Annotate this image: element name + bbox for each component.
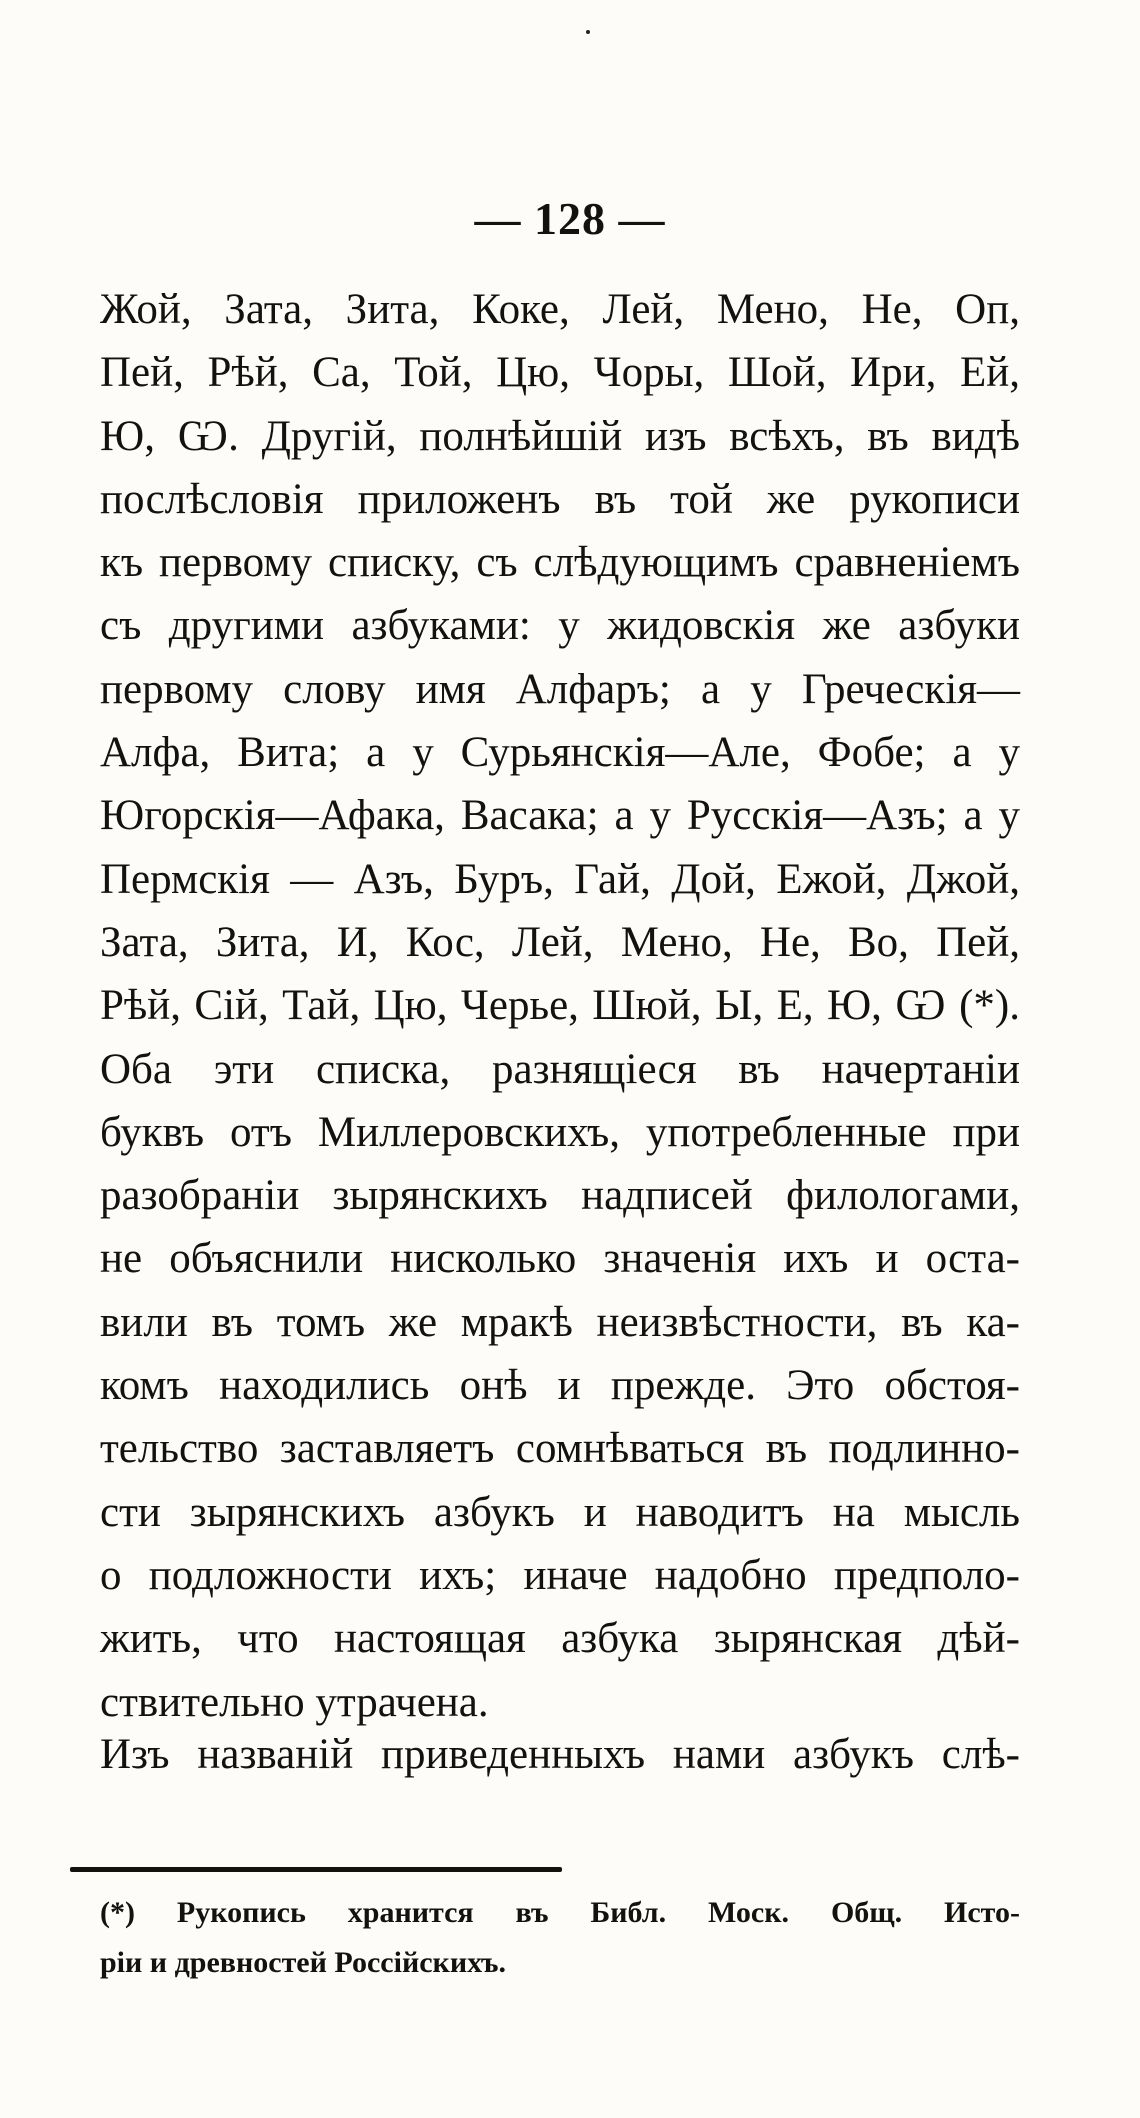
text-line: о подложности ихъ; иначе надобно предполо- bbox=[100, 1551, 1020, 1599]
text-line: жить, что настоящая азбука зырянская дѣй- bbox=[100, 1615, 1020, 1663]
text-line: Ю, Ѡ. Другій, полнѣйшій изъ всѣхъ, въ видѣ bbox=[100, 412, 1020, 460]
text-line: Пермскія — Азъ, Буръ, Гай, Дой, Ежой, Джой, bbox=[100, 855, 1020, 903]
text-line: Оба эти списка, разнящіеся въ начертаніи bbox=[100, 1045, 1020, 1093]
body-paragraph bbox=[100, 278, 1020, 1734]
text-line: Пей, Рѣй, Са, Той, Цю, Чоры, Шой, Ири, Ей, bbox=[100, 349, 1020, 397]
text-line: Жой, Зата, Зита, Коке, Лей, Мено, Не, Оп, bbox=[100, 286, 1020, 333]
text-line: съ другими азбуками: у жидовскія же азбуки bbox=[100, 602, 1020, 650]
text-line: разобраніи зырянскихъ надписей филологами, bbox=[100, 1172, 1020, 1220]
text-line: буквъ отъ Миллеровскихъ, употребленные при bbox=[100, 1108, 1020, 1156]
footnote-rule bbox=[70, 1867, 562, 1872]
text-line: первому слову имя Алфаръ; а у Греческія— bbox=[100, 665, 1020, 713]
print-speck bbox=[586, 30, 590, 34]
text-line: сти зырянскихъ азбукъ и наводитъ на мысль bbox=[100, 1488, 1020, 1536]
text-line: къ первому списку, съ слѣдующимъ сравненіемъ bbox=[100, 539, 1020, 587]
text-line: Югорскія—Афака, Васака; а у Русскія—Азъ; а у bbox=[100, 792, 1020, 840]
text-line: вили въ томъ же мракѣ неизвѣстности, въ ка- bbox=[100, 1298, 1020, 1346]
footnote-line: (*) Рукопись хранится въ Библ. Моск. Общ. Исто- bbox=[100, 1896, 1020, 1929]
footnote-line: ріи и древностей Россійскихъ. bbox=[100, 1946, 506, 1979]
page-number: — 128 — bbox=[474, 193, 666, 244]
text-line: послѣсловія приложенъ въ той же рукописи bbox=[100, 475, 1020, 523]
text-line: ствительно утрачена. bbox=[100, 1678, 489, 1726]
text-line: тельство заставляетъ сомнѣваться въ подлинно- bbox=[100, 1425, 1020, 1473]
footnote bbox=[100, 1888, 1020, 1988]
text-line: комъ находились онѣ и прежде. Это обстоя- bbox=[100, 1362, 1020, 1410]
text-line: Зата, Зита, И, Кос, Лей, Мено, Не, Во, Пей, bbox=[100, 918, 1020, 966]
text-line: Алфа, Вита; а у Сурьянскія—Але, Фобе; а у bbox=[100, 729, 1020, 777]
text-line: не объяснили нисколько значенія ихъ и оста- bbox=[100, 1235, 1020, 1283]
text-line: Рѣй, Сій, Тай, Цю, Черье, Шюй, Ы, Е, Ю, Ѡ (*). bbox=[100, 982, 1020, 1030]
next-paragraph bbox=[100, 1723, 1020, 1786]
text-line: Изъ названій приведенныхъ нами азбукъ слѣ- bbox=[100, 1731, 1020, 1778]
